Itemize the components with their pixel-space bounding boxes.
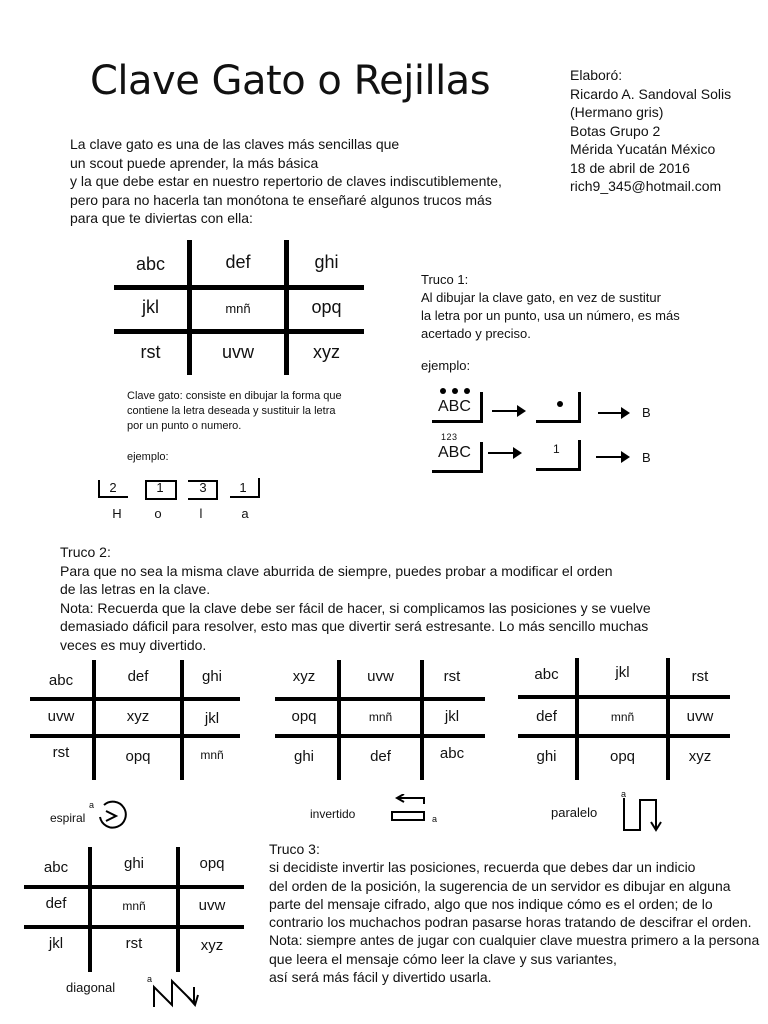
grid-cell: jkl [615, 664, 630, 681]
grid-paralelo [518, 658, 730, 780]
grid-cell: ghi [536, 748, 557, 765]
intro-line: un scout puede aprender, la más básica [70, 154, 319, 171]
truco1-line: la letra por un punto, usa un número, es más [421, 308, 680, 323]
symbol-shape [536, 392, 581, 423]
espiral-label: espiral [50, 811, 86, 825]
symbol-letter: l [199, 506, 203, 521]
grid-cell: xyz [292, 668, 316, 685]
truco1-line: Al dibujar la clave gato, en vez de sustitur [421, 290, 661, 305]
grid-cell: uvw [367, 668, 394, 685]
grid-cell: uvw [198, 897, 226, 914]
grid-cell: rst [52, 744, 70, 761]
diagonal-zigzag-icon [148, 975, 204, 1011]
truco3-text [269, 840, 759, 986]
grid-line [114, 285, 364, 290]
dot [557, 401, 563, 407]
reverse-arrow-icon [390, 794, 430, 824]
intro-line: y la que debe estar en nuestro repertorio de claves indiscutiblemente, [70, 173, 502, 189]
author-line: Botas Grupo 2 [570, 122, 661, 139]
grid-cell: abc [135, 254, 166, 274]
arrow-right-icon [598, 412, 628, 414]
marker-a: a [147, 974, 153, 984]
grid-cell: def [370, 748, 391, 765]
grid-cell: jkl [142, 297, 159, 317]
truco3-line: del orden de la posición, la sugerencia de un servidor es dibujar en alguna [269, 877, 731, 894]
grid-cell: jkl [48, 935, 64, 952]
grid-cell: mnñ [368, 710, 393, 724]
grid-cell: rst [125, 935, 143, 952]
symbol-number: 1 [156, 480, 164, 495]
grid-cell: xyz [688, 748, 712, 765]
grid-line [518, 695, 730, 699]
truco3-line: Nota: siempre antes de jugar con cualquier clave muestra primero a la persona [269, 932, 760, 949]
result-letter: B [642, 450, 651, 465]
spiral-icon [96, 799, 132, 831]
truco2-line: demasiado dáficil para resolver, esto mas que divertir será estresante. Lo más sencillo muchas [60, 618, 649, 634]
grid-cell: opq [199, 855, 225, 872]
example-label: ejemplo: [127, 451, 169, 463]
grid-cell: ghi [123, 855, 145, 872]
grid-cell: ghi [293, 748, 315, 765]
grid-cell: xyz [200, 937, 224, 954]
symbol-number: 2 [109, 480, 117, 495]
grid-cell: def [127, 668, 149, 685]
grid-cell: def [536, 708, 557, 725]
abc-label: ABC [438, 444, 471, 461]
arrow-right-icon [596, 456, 628, 458]
grid-diagonal [24, 847, 244, 972]
symbol-letter: a [241, 506, 249, 521]
truco1-example-label: ejemplo: [421, 358, 471, 373]
grid-cell: opq [609, 748, 636, 765]
arrow-right-icon [492, 410, 524, 412]
grid-line [275, 697, 485, 701]
grid-cell: uvw [686, 708, 714, 725]
truco2-line: Para que no sea la misma clave aburrida de siempre, puedes probar a modificar el orden [60, 562, 613, 579]
grid-cell: jkl [444, 708, 460, 725]
grid-cell: mnñ [225, 301, 251, 316]
truco1-text [421, 271, 680, 343]
grid-line [518, 734, 730, 738]
grid-cell: uvw [47, 708, 75, 725]
symbol-letter: H [112, 506, 122, 521]
grid-cell: mnñ [200, 748, 224, 762]
intro-line: La clave gato es una de las claves más sencillas que [70, 136, 400, 152]
truco2-text [60, 543, 651, 654]
parallel-arrow-icon [620, 796, 666, 834]
grid-cell: rst [443, 668, 461, 685]
grid-cell: abc [43, 859, 69, 876]
marker-a: a [432, 814, 438, 824]
digits-label: 1 2 3 [441, 432, 457, 442]
author-line: Mérida Yucatán México [570, 141, 716, 157]
truco3-line: si decidiste invertir las posiciones, recuerda que debes dar un indicio [269, 859, 696, 876]
intro-line: para que te diviertas con ella: [70, 210, 253, 226]
truco2-line: Truco 2: [60, 544, 111, 560]
author-line: rich9_345@hotmail.com [570, 178, 722, 194]
grid-line [114, 329, 364, 334]
page-title: Clave Gato o Rejillas [90, 58, 491, 104]
grid-cell: uvw [221, 342, 254, 362]
truco3-line: así será más fácil y divertido usarla. [269, 969, 492, 986]
truco1-line: acertado y preciso. [421, 326, 531, 341]
description-line: Clave gato: consiste en dibujar la forma que [127, 390, 342, 402]
grid-cell: opq [291, 708, 317, 725]
truco2-line: veces es muy divertido. [60, 636, 207, 653]
grid-cell: abc [534, 666, 559, 683]
truco3-line: Truco 3: [269, 841, 320, 857]
truco2-line: de las letras en la clave. [60, 581, 211, 597]
grid-espiral [30, 660, 240, 780]
grid-cell: rst [140, 342, 161, 362]
clave-description [127, 389, 342, 434]
grid-cell: mnñ [122, 899, 146, 913]
grid-cell: def [45, 895, 67, 912]
grid-line [24, 885, 244, 889]
grid-cell: jkl [204, 710, 220, 727]
grid-line [30, 734, 240, 738]
main-grid [114, 240, 364, 375]
grid-cell: opq [125, 748, 151, 765]
author-block [570, 66, 731, 196]
author-line: Elaboró: [570, 67, 623, 83]
marker-a: a [89, 800, 95, 810]
grid-cell: mnñ [610, 710, 635, 724]
author-line: Ricardo A. Sandoval Solis [570, 85, 732, 102]
symbol-number: 1 [239, 480, 247, 495]
intro-paragraph [70, 135, 502, 228]
author-line: 18 de abril de 2016 [570, 159, 690, 176]
grid-cell: opq [311, 297, 342, 317]
truco3-line: contrario los muchachos podran pasarse horas tratando de descifrar el orden. [269, 914, 752, 931]
description-line: por un punto o numero. [127, 420, 242, 432]
grid-cell: abc [48, 672, 74, 689]
paralelo-label: paralelo [551, 805, 598, 820]
result-number: 1 [553, 442, 560, 456]
arrow-right-icon [488, 452, 520, 454]
grid-cell: def [225, 252, 251, 272]
marker-a: a [621, 789, 627, 799]
invertido-label: invertido [310, 807, 356, 821]
grid-cell: ghi [201, 668, 223, 685]
truco2-line: Nota: Recuerda que la clave debe ser fácil de hacer, si complicamos las posiciones y se vuelve [60, 599, 651, 616]
grid-cell: ghi [314, 252, 339, 272]
symbol-number: 3 [199, 480, 207, 495]
grid-cell: rst [691, 668, 709, 685]
grid-line [30, 697, 240, 701]
grid-cell: xyz [126, 708, 150, 725]
description-line: contiene la letra deseada y sustituir la letra [127, 405, 336, 417]
grid-cell: abc [439, 745, 465, 762]
author-line: (Hermano gris) [570, 104, 664, 120]
truco3-line: que leera el mensaje cómo leer la clave y sus variantes, [269, 950, 617, 967]
result-letter: B [642, 405, 651, 420]
abc-label: ABC [438, 398, 471, 415]
grid-line [275, 734, 485, 738]
diagonal-label: diagonal [66, 980, 116, 995]
intro-line: pero para no hacerla tan monótona te enseñaré algunos trucos más [70, 191, 492, 208]
grid-cell: xyz [313, 342, 340, 362]
grid-invertido [275, 660, 485, 780]
grid-line [24, 925, 244, 929]
truco1-line: Truco 1: [421, 272, 469, 287]
symbol-letter: o [154, 506, 162, 521]
truco3-line: parte del mensaje cifrado, algo que nos indique cómo es el orden; de lo [269, 895, 713, 912]
